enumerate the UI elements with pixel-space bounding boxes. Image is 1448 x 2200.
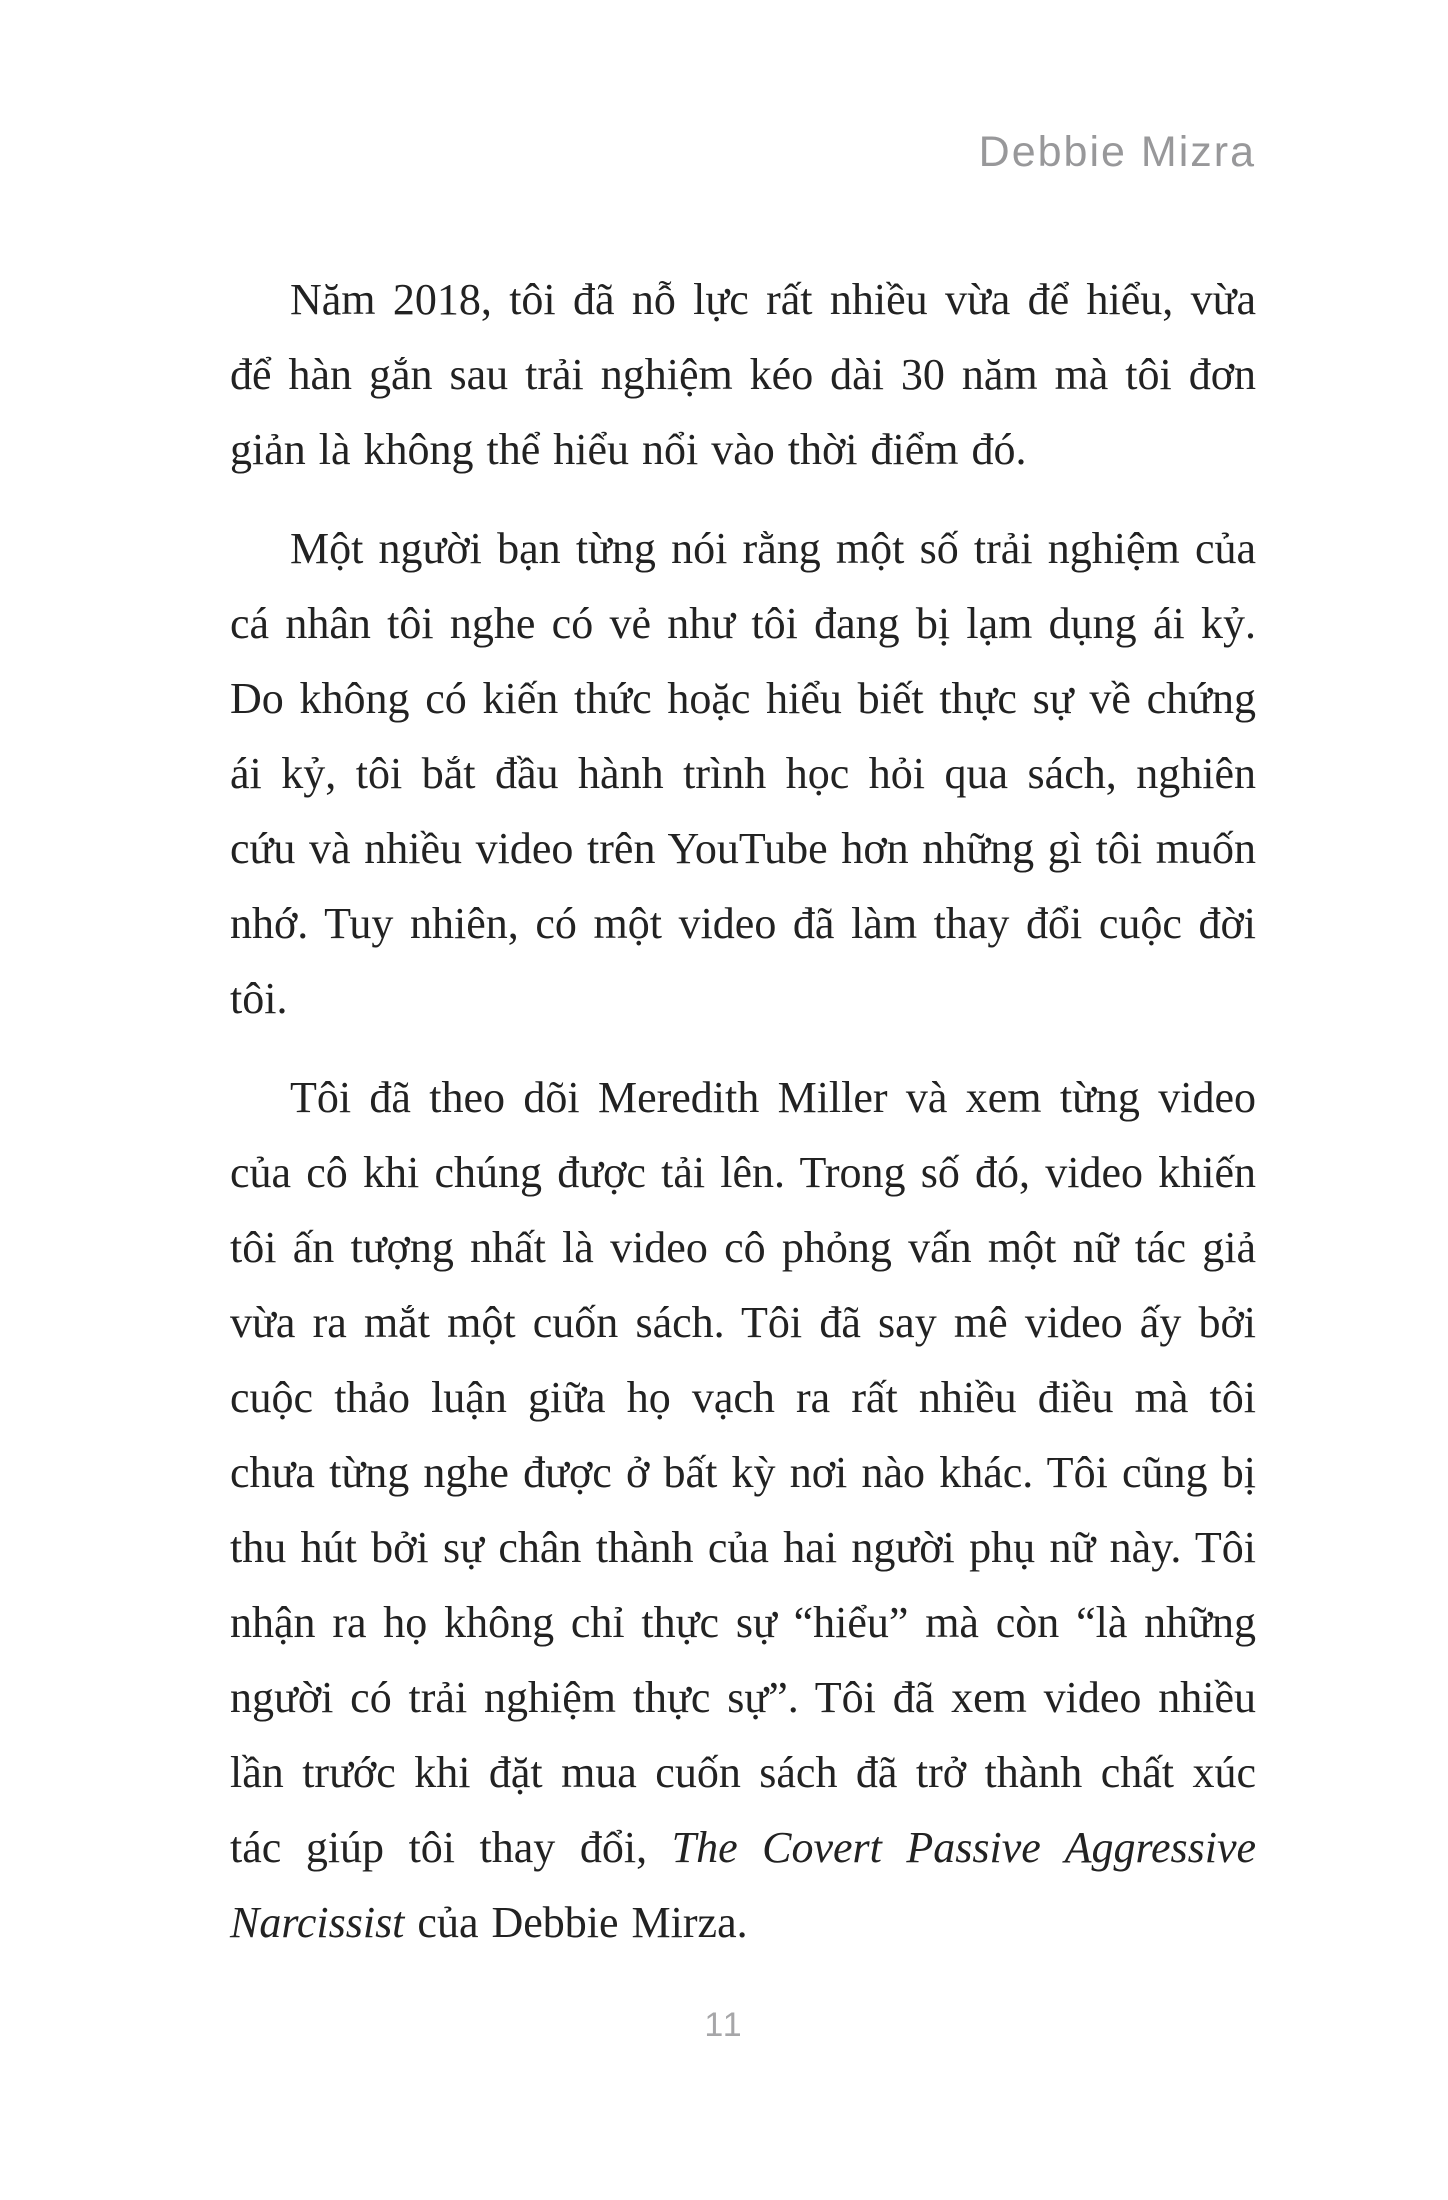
page-content <box>230 262 1256 1984</box>
page-number: 11 <box>704 2006 744 2044</box>
book-title-italic: The Covert Passive Aggressive Narcissist <box>230 1823 1256 1947</box>
running-header-author: Debbie Mizra <box>978 128 1256 176</box>
paragraph-3-text: Tôi đã theo dõi Meredith Miller và xem từng video của cô khi chúng được tải lên. Trong số đó, video khiến tôi ấn tượng nhất là video cô phỏng vấn một nữ tác giả vừa ra mắt một cuốn sách. Tôi đã say mê video ấy bởi cuộc thảo luận giữa họ vạch ra rất nhiều điều mà tôi chưa từng nghe được ở bất kỳ nơi nào khác. Tôi cũng bị thu hút bởi sự chân thành của hai người phụ nữ này. Tôi nhận ra họ không chỉ thực sự “hiểu” mà còn “là những người có trải nghiệm thực sự”. Tôi đã xem video nhiều lần trước khi đặt mua cuốn sách đã trở thành chất xúc tác giúp tôi thay đổi, <box>230 1073 1256 1872</box>
paragraph-1: Năm 2018, tôi đã nỗ lực rất nhiều vừa để hiểu, vừa để hàn gắn sau trải nghiệm kéo dài 30 năm mà tôi đơn giản là không thể hiểu nổi vào thời điểm đó. <box>230 275 1256 474</box>
paragraph-2: Một người bạn từng nói rằng một số trải nghiệm của cá nhân tôi nghe có vẻ như tôi đang bị lạm dụng ái kỷ. Do không có kiến thức hoặc hiểu biết thực sự về chứng ái kỷ, tôi bắt đầu hành trình học hỏi qua sách, nghiên cứu và nhiều video trên YouTube hơn những gì tôi muốn nhớ. Tuy nhiên, có một video đã làm thay đổi cuộc đời tôi. <box>230 524 1256 1023</box>
paragraph-3-tail: của Debbie Mirza. <box>404 1898 748 1947</box>
paragraph-3 <box>230 1060 1256 1960</box>
